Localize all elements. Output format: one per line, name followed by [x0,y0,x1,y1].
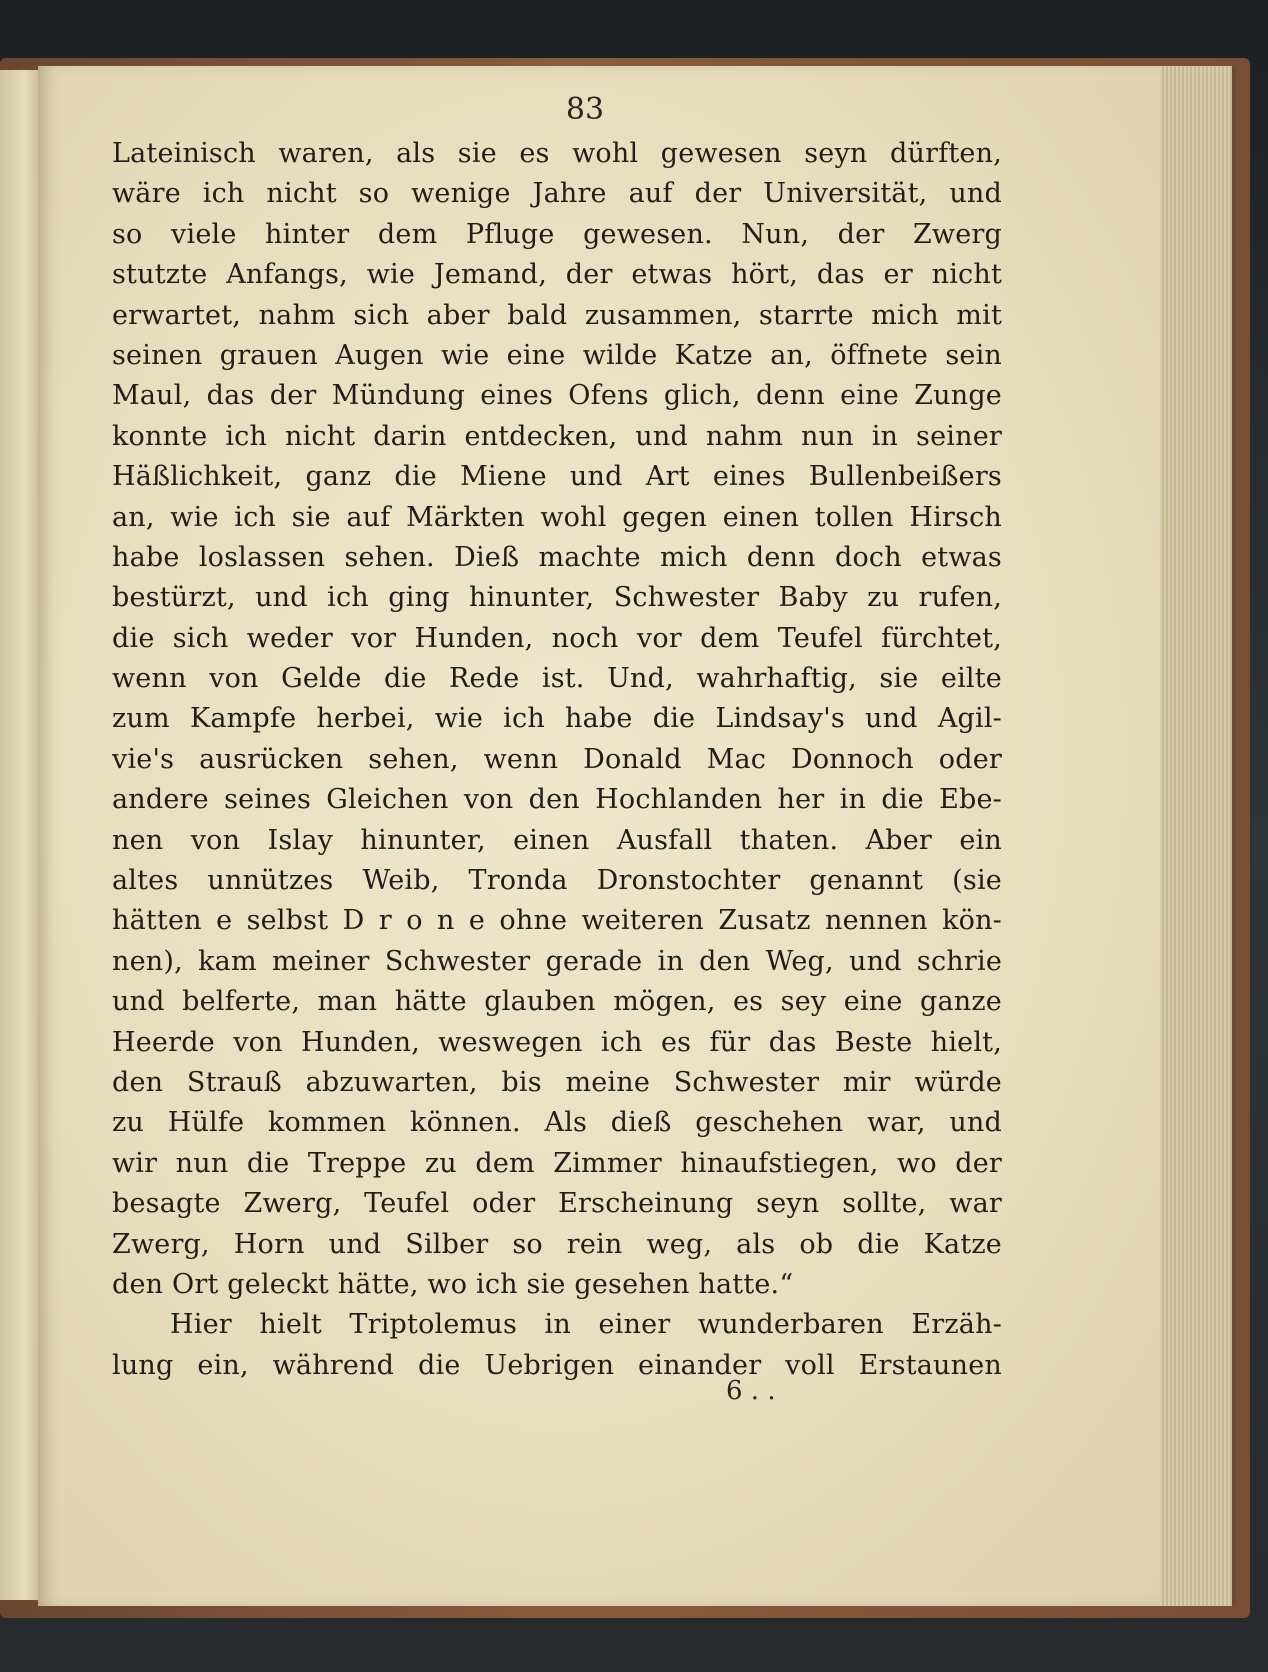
text-line: zum Kampfe herbei, wie ich habe die Lindsay's und Agil- [112,703,1002,735]
page-stack-edges [1160,66,1236,1606]
text-line: bestürzt, und ich ging hinunter, Schwester Baby zu rufen, [112,582,1002,614]
text-line: hätten e selbst D r o n e ohne weiteren Zusatz nennen kön- [112,905,1002,937]
text-line: Heerde von Hunden, weswegen ich es für das Beste hielt, [112,1026,1002,1058]
text-line: lung ein, während die Uebrigen einander voll Erstaunen [112,1349,1002,1381]
text-line: Maul, das der Mündung eines Ofens glich, denn eine Zunge [112,380,1002,412]
text-line: die sich weder vor Hunden, noch vor dem Teufel fürchtet, [112,622,1002,654]
text-line: wenn von Gelde die Rede ist. Und, wahrhaftig, sie eilte [112,663,1002,695]
text-line: nen), kam meiner Schwester gerade in den Weg, und schrie [112,945,1002,977]
text-line: wäre ich nicht so wenige Jahre auf der Universität, und [112,178,1002,210]
text-line: besagte Zwerg, Teufel oder Erscheinung seyn sollte, war [112,1188,1002,1220]
text-line: andere seines Gleichen von den Hochlanden her in die Ebe- [112,784,1002,816]
text-line: an, wie ich sie auf Märkten wohl gegen einen tollen Hirsch [112,501,1002,533]
text-line: so viele hinter dem Pfluge gewesen. Nun, der Zwerg [112,218,1002,250]
text-line: habe loslassen sehen. Dieß machte mich denn doch etwas [112,541,1002,573]
text-line: wir nun die Treppe zu dem Zimmer hinaufstiegen, wo der [112,1147,1002,1179]
text-line: seinen grauen Augen wie eine wilde Katze an, öffnete sein [112,339,1002,371]
text-line: konnte ich nicht darin entdecken, und nahm nun in seiner [112,420,1002,452]
text-line: nen von Islay hinunter, einen Ausfall thaten. Aber ein [112,824,1002,856]
body-text [112,134,1002,1386]
text-line: altes unnützes Weib, Tronda Dronstochter genannt (sie [112,865,1002,897]
text-line: den Ort geleckt hätte, wo ich sie gesehen hatte.“ [112,1268,794,1300]
left-page-edge [0,70,40,1600]
text-line: und belferte, man hätte glauben mögen, es sey eine ganze [112,986,1002,1018]
text-line: Zwerg, Horn und Silber so rein weg, als ob die Katze [112,1228,1002,1260]
text-line: Lateinisch waren, als sie es wohl gewesen seyn dürften, [112,138,1002,169]
text-line: erwartet, nahm sich aber bald zusammen, starrte mich mit [112,299,1002,331]
text-line: Häßlichkeit, ganz die Miene und Art eines Bullenbeißers [112,461,1002,493]
signature-mark: 6 . . [726,1376,776,1406]
text-line: stutzte Anfangs, wie Jemand, der etwas hört, das er nicht [112,259,1002,291]
text-line: vie's ausrücken sehen, wenn Donald Mac Donnoch oder [112,743,1002,775]
text-line: zu Hülfe kommen können. Als dieß geschehen war, und [112,1107,1002,1139]
text-line: den Strauß abzuwarten, bis meine Schwester mir würde [112,1066,1002,1098]
text-line-paragraph-start: Hier hielt Triptolemus in einer wunderbaren Erzäh- [170,1309,1002,1341]
page-number: 83 [565,92,605,127]
